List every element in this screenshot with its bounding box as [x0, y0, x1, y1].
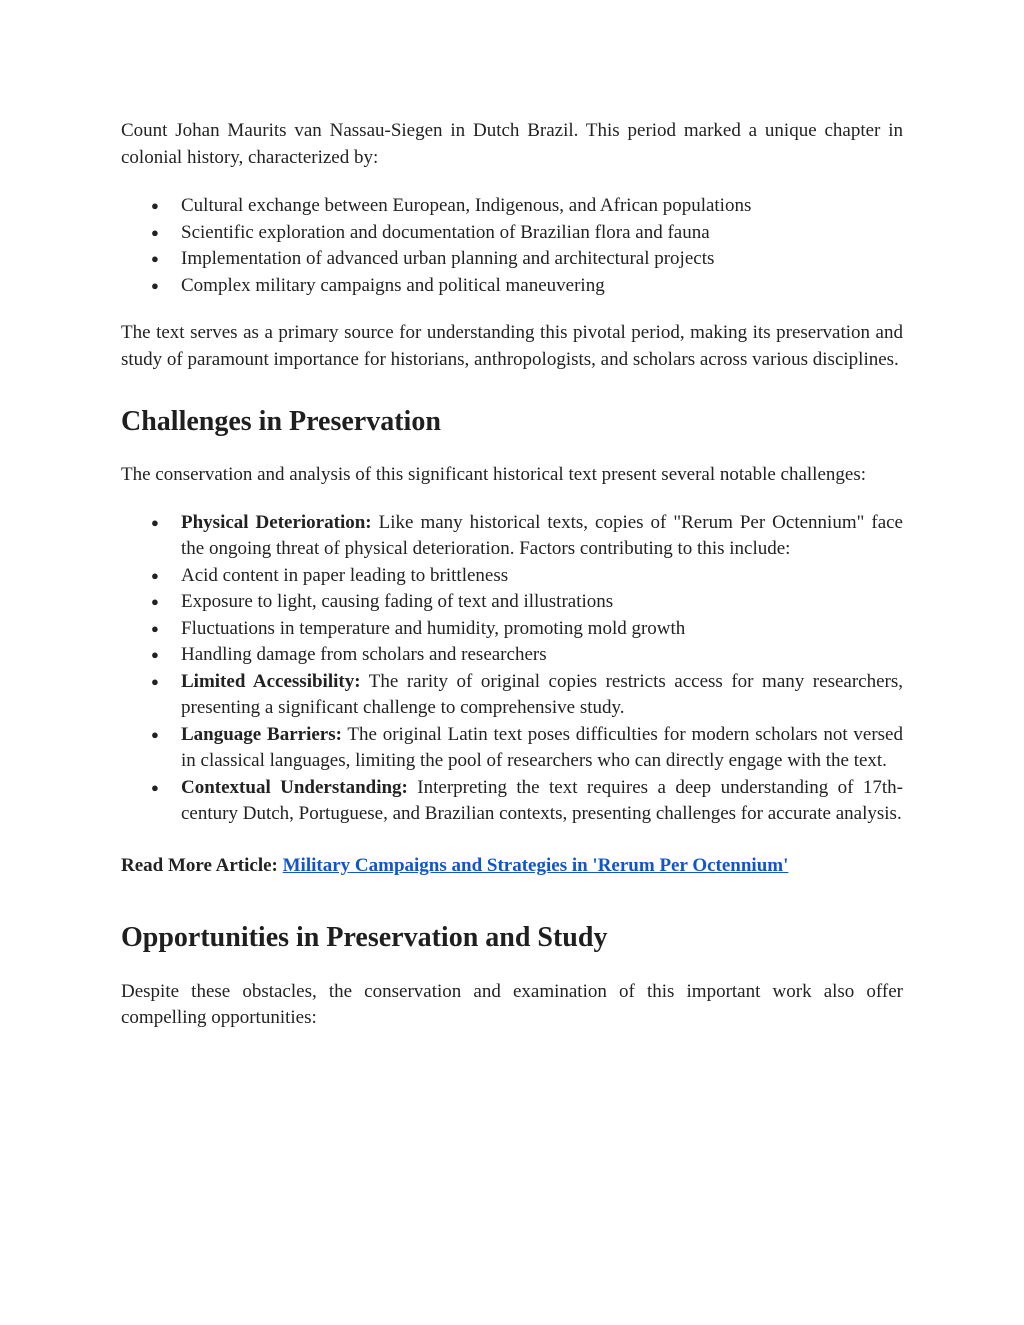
list-item: ● Cultural exchange between European, Indigenous, and African populations	[121, 193, 903, 220]
list-item: ● Scientific exploration and documentation of Brazilian flora and fauna	[121, 220, 903, 247]
intro-paragraph: Count Johan Maurits van Nassau-Siegen in Dutch Brazil. This period marked a unique chapter in colonial history, characterized by:	[121, 120, 903, 168]
bullet-icon: ●	[151, 198, 159, 213]
challenge-term: Contextual Understanding:	[181, 776, 408, 798]
list-item: ● Implementation of advanced urban planning and architectural projects	[121, 246, 903, 273]
list-item: ● Language Barriers: The original Latin text poses difficulties for modern scholars not versed in classical languages, limiting the pool of researchers who can directly engage with the text.	[151, 723, 903, 771]
list-item: ● Acid content in paper leading to brittleness	[121, 563, 903, 590]
challenge-term: Physical Deterioration:	[181, 511, 372, 533]
bullet-icon: ●	[151, 594, 159, 609]
primary-source-paragraph: The text serves as a primary source for understanding this pivotal period, making its preservation and study of paramount importance for historians, anthropologists, and scholars across various disciplines.	[121, 322, 903, 370]
bullet-icon: ●	[151, 224, 159, 240]
bullet-icon: ●	[151, 514, 159, 530]
list-item: ● Complex military campaigns and political maneuvering	[121, 273, 903, 300]
challenge-term: Limited Accessibility:	[181, 670, 361, 692]
list-item: ● Limited Accessibility: The rarity of original copies restricts access for many researchers, presenting a significant challenge to comprehensive study.	[151, 670, 903, 718]
read-more	[121, 849, 903, 883]
list-item: ● Exposure to light, causing fading of text and illustrations	[121, 589, 903, 616]
opportunities-intro: Despite these obstacles, the conservation and examination of this important work also offer compelling opportunities:	[121, 980, 903, 1028]
bullet-icon: ●	[151, 647, 159, 662]
list-item: ● Handling damage from scholars and researchers	[121, 642, 903, 669]
bullet-icon: ●	[151, 251, 159, 266]
bullet-icon: ●	[151, 779, 159, 795]
list-item: ● Contextual Understanding: Interpreting the text requires a deep understanding of 17th-century Dutch, Portuguese, and Brazilian contexts, presenting challenges for accurate analysis.	[151, 776, 903, 824]
read-more-label: Read More Article:	[121, 854, 278, 876]
bullet-icon: ●	[151, 277, 159, 293]
list-item: ● Fluctuations in temperature and humidity, promoting mold growth	[121, 616, 903, 643]
period-characteristics-list	[121, 193, 903, 299]
list-item: ● Physical Deterioration: Like many historical texts, copies of "Rerum Per Octennium" face the ongoing threat of physical deterioration. Factors contributing to this include:	[151, 511, 903, 559]
bullet-icon: ●	[151, 620, 159, 636]
challenge-term: Language Barriers:	[181, 723, 342, 745]
challenges-heading: Challenges in Preservation	[121, 406, 441, 437]
bullet-icon: ●	[151, 567, 159, 583]
document-page	[121, 118, 903, 1032]
opportunities-heading: Opportunities in Preservation and Study	[121, 921, 608, 953]
bullet-icon: ●	[151, 726, 159, 742]
challenges-list	[121, 510, 903, 828]
bullet-icon: ●	[151, 673, 159, 689]
challenges-intro: The conservation and analysis of this significant historical text present several notable challenges:	[121, 464, 866, 485]
read-more-link[interactable]: Military Campaigns and Strategies in 'Rerum Per Octennium'	[282, 854, 789, 876]
